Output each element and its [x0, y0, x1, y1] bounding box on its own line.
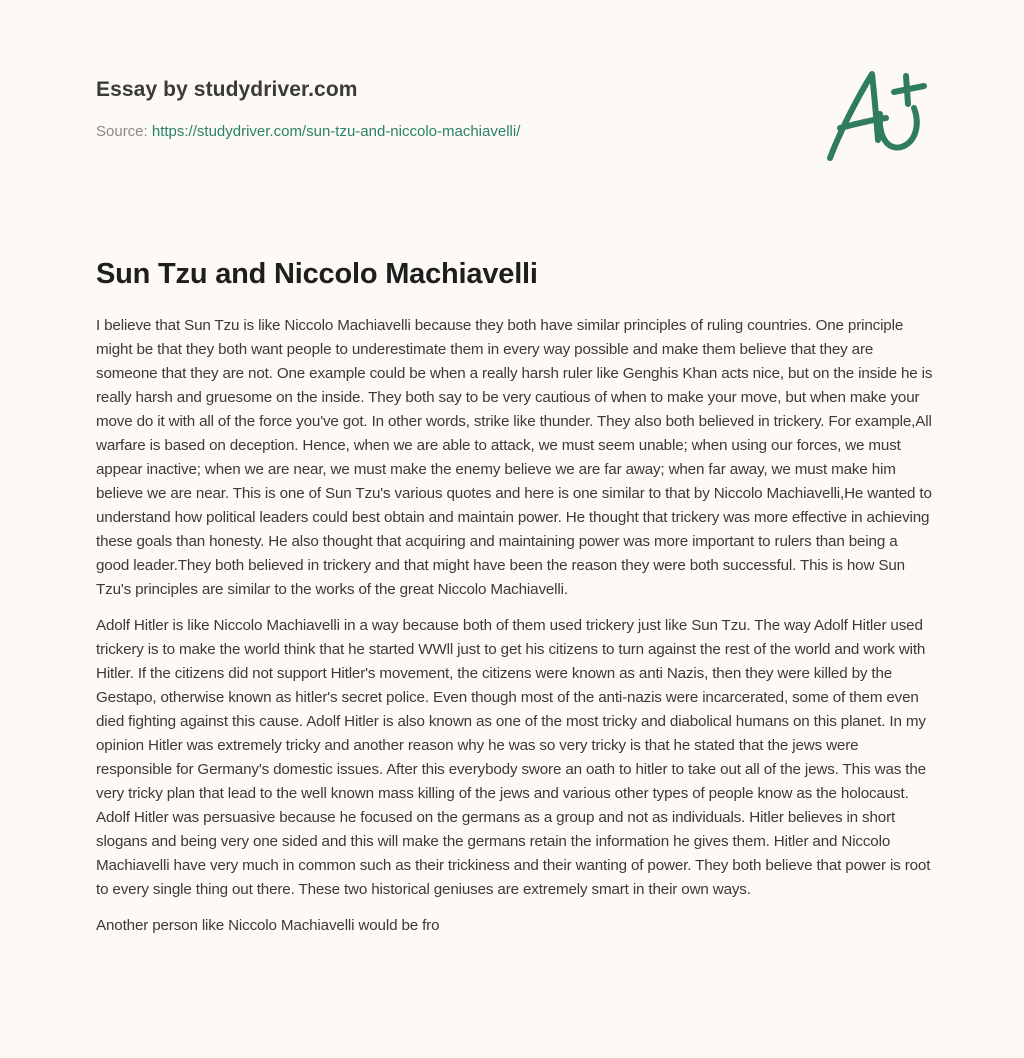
source-line — [96, 122, 796, 142]
essay-paragraph: I believe that Sun Tzu is like Niccolo Machiavelli because they both have similar principles of ruling countries. One principle might be that they both want people to underestimate them in every way possible and make them believe that they are someone that they are not. One example could be when a really harsh ruler like Genghis Khan acts nice, but on the inside he is really harsh and gruesome on the inside. They both say to be very cautious of when to make your move, but when make your move do it with all of the force you've got. In other words, strike like thunder. They also both believed in trickery. For example,All warfare is based on deception. Hence, when we are able to attack, we must seem unable; when using our forces, we must appear inactive; when we are near, we must make the enemy believe we are far away; when far away, we must make him believe we are near. This is one of Sun Tzu's various quotes and here is one similar to that by Niccolo Machiavelli,He wanted to understand how political leaders could best obtain and maintain power. He thought that trickery was more effective in achieving these goals than honesty. He also thought that acquiring and maintaining power was more important to rulers than being a good leader.They both believed in trickery and that might have been the reason they were both successful. This is how Sun Tzu's principles are similar to the works of the great Niccolo Machiavelli. — [96, 317, 933, 598]
essay-title: Sun Tzu and Niccolo Machiavelli — [96, 258, 538, 290]
site-title: Essay by studydriver.com — [96, 78, 358, 101]
a-plus-grade-icon — [818, 62, 934, 172]
essay-body — [96, 314, 934, 950]
essay-header — [96, 76, 796, 142]
essay-paragraph: Another person like Niccolo Machiavelli would be fro — [96, 917, 440, 934]
source-link[interactable]: https://studydriver.com/sun-tzu-and-niccolo-machiavelli/ — [151, 123, 521, 140]
source-label: Source: — [96, 123, 148, 140]
essay-paragraph: Adolf Hitler is like Niccolo Machiavelli in a way because both of them used trickery just like Sun Tzu. The way Adolf Hitler used trickery is to make the world think that he started WWll just to get his citizens to turn against the rest of the world and work with Hitler. If the citizens did not support Hitler's movement, the citizens were known as anti Nazis, then they were killed by the Gestapo, otherwise known as hitler's secret police. Even though most of the anti-nazis were incarcerated, some of them even died fighting against this cause. Adolf Hitler is also known as one of the most tricky and diabolical humans on this planet. In my opinion Hitler was extremely tricky and another reason why he was so very tricky is that he stated that the jews were responsible for Germany's domestic issues. After this everybody swore an oath to hitler to take out all of the jews. This was the very tricky plan that lead to the well known mass killing of the jews and various other types of people know as the holocaust. Adolf Hitler was persuasive because he focused on the germans as a group and not as individuals. Hitler believes in short slogans and being very one sided and this will make the germans retain the information he gives them. Hitler and Niccolo Machiavelli have very much in common such as their trickiness and their wanting of power. They both believe that power is root to every single thing out there. These two historical geniuses are extremely smart in their own ways. — [96, 617, 931, 898]
